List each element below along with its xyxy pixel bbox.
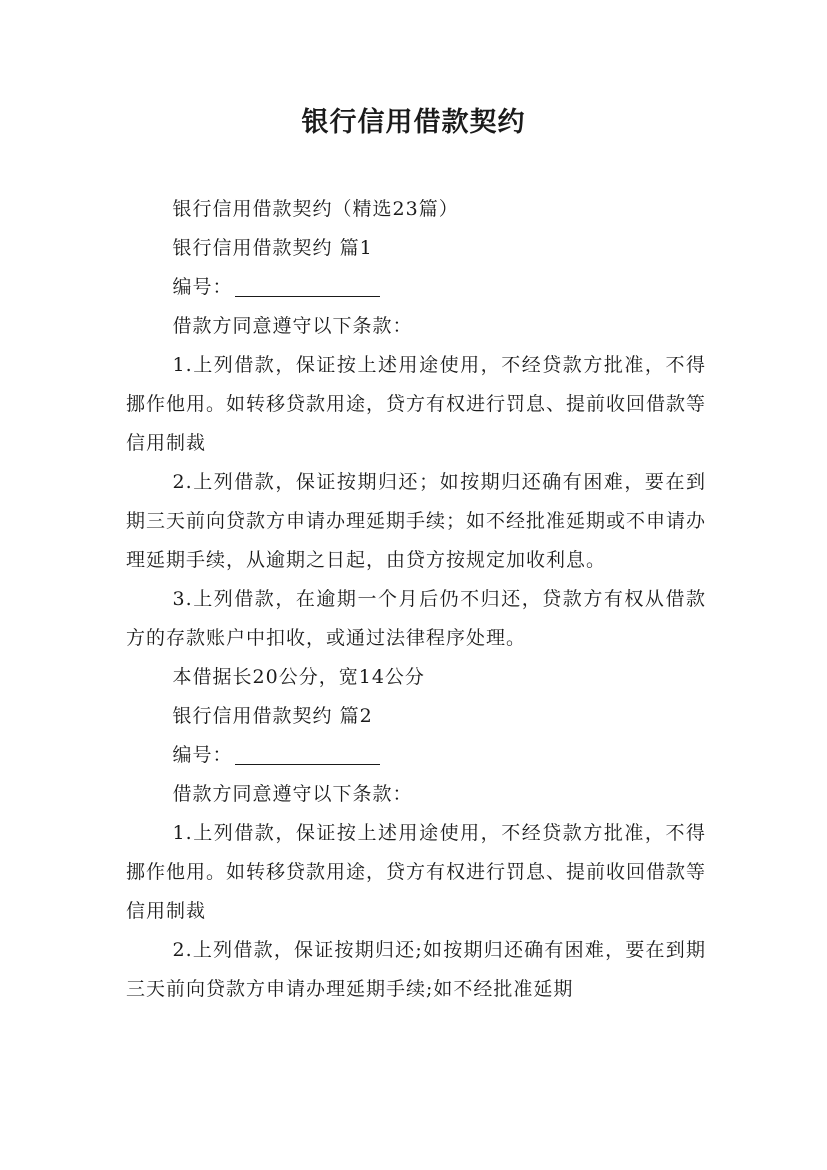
clause-2-1: 1.上列借款，保证按上述用途使用，不经贷款方批准，不得挪作他用。如转移贷款用途，贷方有权进行罚息、提前收回借款等信用制裁	[126, 822, 707, 922]
receipt-size-note: 本借据长20公分，宽14公分	[172, 666, 425, 688]
clause-1-3: 3.上列借款，在逾期一个月后仍不归还，贷款方有权从借款方的存款账户中扣收，或通过法律程序处理。	[126, 588, 706, 649]
number-label: 编号：	[172, 744, 233, 766]
number-label: 编号：	[172, 276, 233, 298]
section-heading-1: 银行信用借款契约 篇1	[172, 237, 373, 259]
document-body	[126, 190, 706, 1009]
number-line-2	[126, 736, 706, 775]
number-blank-underline	[235, 746, 380, 765]
terms-intro-1: 借款方同意遵守以下条款：	[172, 315, 413, 337]
clause-1-1: 1.上列借款，保证按上述用途使用，不经贷款方批准，不得挪作他用。如转移贷款用途，贷方有权进行罚息、提前收回借款等信用制裁	[126, 354, 707, 454]
number-line-1	[126, 268, 706, 307]
number-blank-underline	[235, 278, 380, 297]
section-heading-2: 银行信用借款契约 篇2	[172, 705, 373, 727]
document-title: 银行信用借款契约	[301, 107, 526, 138]
clause-1-2: 2.上列借款，保证按期归还；如按期归还确有困难，要在到期三天前向贷款方申请办理延期手续；如不经批准延期或不申请办理延期手续，从逾期之日起，由贷方按规定加收利息。	[126, 471, 707, 571]
terms-intro-2: 借款方同意遵守以下条款：	[172, 783, 413, 805]
clause-2-2: 2.上列借款，保证按期归还;如按期归还确有困难，要在到期三天前向贷款方申请办理延期手续;如不经批准延期	[126, 939, 706, 1000]
paragraph-collection-heading: 银行信用借款契约（精选23篇）	[172, 198, 459, 220]
